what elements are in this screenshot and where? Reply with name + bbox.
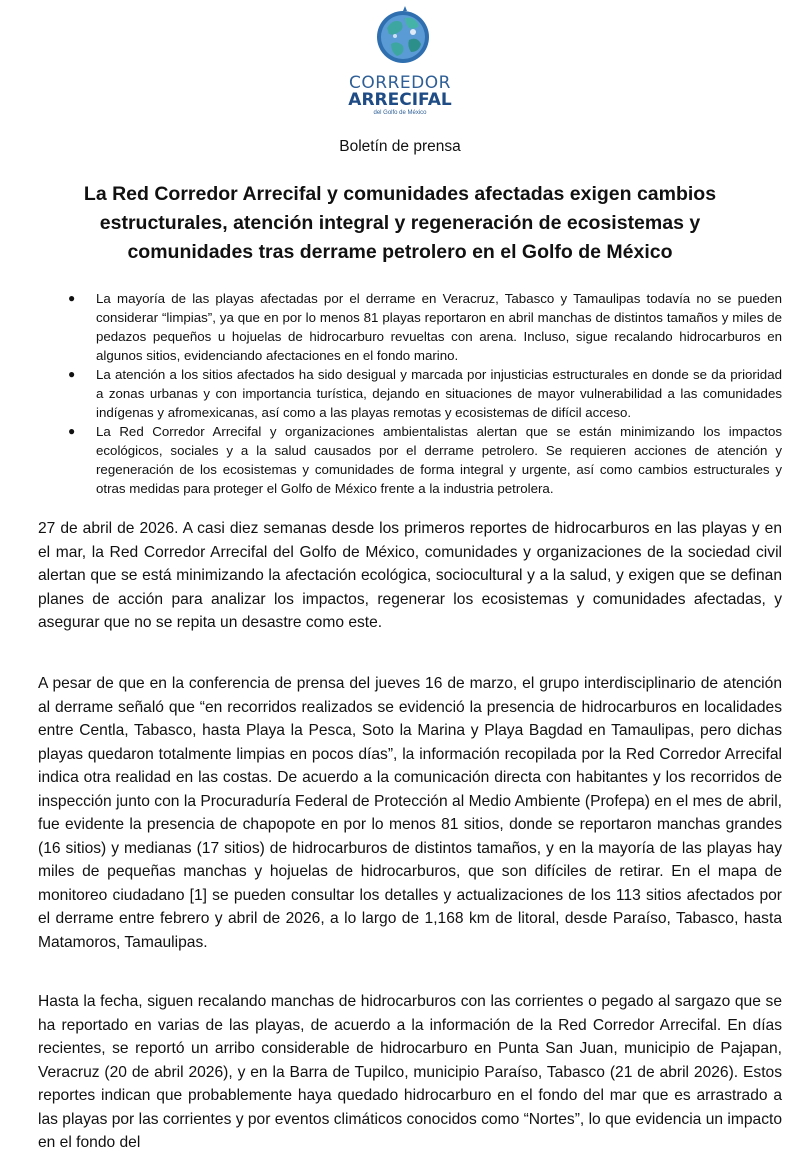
bullet-dot-icon: ● <box>68 291 76 305</box>
body-paragraph: 27 de abril de 2026. A casi diez semanas desde los primeros reportes de hidrocarburos en las playas y en el mar, la Red Corredor Arrecifal del Golfo de México, comunidades y organizaciones de la sociedad civil alertan que se está minimizando la afectación ecológica, sociocultural y a la salud, y exigen que se definan planes de acción para analizar los impactos, regenerar los ecosistemas y comunidades afectadas, y asegurar que no se repita un desastre como este. <box>38 520 782 631</box>
bullet-dot-icon: ● <box>68 424 76 438</box>
logo-text-golfo: del Golfo de México <box>373 110 427 116</box>
globe-icon <box>375 6 431 74</box>
logo-text-corredor: CORREDOR <box>349 73 451 93</box>
corredor-arrecifal-logo <box>330 6 470 118</box>
bullet-text: La mayoría de las playas afectadas por el derrame en Veracruz, Tabasco y Tamaulipas todavía no se pueden considerar “limpias”, ya que en por lo menos 81 playas reportaron en abril manchas de distintos tamaños y miles de pedazos pequeños u hojuelas de hidrocarburo revueltas con arena. Incluso, sigue recalando hidrocarburos en algunos sitios, evidenciando afectaciones en el fondo marino. <box>96 291 782 363</box>
document-headline: La Red Corredor Arrecifal y comunidades afectadas exigen cambios estructurales, atención integral y regeneración de ecosistemas y comunidades tras derrame petrolero en el Golfo de México <box>83 183 717 263</box>
bullet-item <box>68 365 782 422</box>
body-paragraph: Hasta la fecha, siguen recalando manchas de hidrocarburos con las corrientes o pegado al sargazo que se ha reportado en varias de las playas, de acuerdo a la información de la Red Corredor Arrecifal. En días recientes, se reportó un arribo considerable de hidrocarburo en Punta San Juan, municipio de Pajapan, Veracruz (20 de abril 2026), y en la Barra de Tupilco, municipio Paraíso, Tabasco (21 de abril 2026). Estos reportes indican que probablemente haya quedado hidrocarburo en el fondo del mar que es arrastrado a las playas por las corrientes y por eventos climáticos conocidos como “Nortes”, lo que evidencia un impacto en el fondo del <box>38 993 782 1151</box>
bullet-text: La Red Corredor Arrecifal y organizaciones ambientalistas alertan que se están minimizando los impactos ecológicos, sociales y a la salud causados por el derrame petrolero. Se requieren acciones de atención y regeneración de los ecosistemas y comunidades de forma integral y urgente, así como cambios estructurales y otras medidas para proteger el Golfo de México frente a la industria petrolera. <box>96 424 782 496</box>
body-paragraph: A pesar de que en la conferencia de prensa del jueves 16 de marzo, el grupo interdisciplinario de atención al derrame señaló que “en recorridos realizados se evidenció la presencia de hidrocarburos en localidades entre Centla, Tabasco, hasta Playa la Pesca, Soto la Marina y Playa Bagdad en Tamaulipas, pero dichas playas quedaron totalmente limpias en pocos días”, la información recopilada por la Red Corredor Arrecifal indica otra realidad en las costas. De acuerdo a la comunicación directa con habitantes y los recorridos de inspección junto con la Procuraduría Federal de Protección al Medio Ambiente (Profepa) en el mes de abril, fue evidente la presencia de chapopote en por lo menos 81 sitios, donde se reportaron manchas grandes (16 sitios) y medianas (17 sitios) de hidrocarburos de distintos tamaños, y en la mayoría de las playas hay miles de pequeñas manchas y hojuelas de hidrocarburos, que son difíciles de retirar. En el mapa de monitoreo ciudadano [1] se pueden consultar los detalles y actualizaciones de los 113 sitios afectados por el derrame entre febrero y abril de 2026, a lo largo de 1,168 km de litoral, desde Paraíso, Tabasco, hasta Matamoros, Tamaulipas. <box>38 675 782 951</box>
document-subtitle: Boletín de prensa <box>339 138 461 155</box>
bullet-item <box>68 422 782 498</box>
bullet-dot-icon: ● <box>68 367 76 381</box>
summary-bullet-list <box>68 289 782 498</box>
bullet-text: La atención a los sitios afectados ha sido desigual y marcada por injusticias estructurales en donde se da prioridad a zonas urbanas y con importancia turística, dejando en situaciones de mayor vulnerabilidad a las comunidades indígenas y afromexicanas, así como a las playas remotas y ecosistemas de difícil acceso. <box>96 367 782 420</box>
logo-text-arrecifal: ARRECIFAL <box>348 90 452 110</box>
bullet-item <box>68 289 782 365</box>
